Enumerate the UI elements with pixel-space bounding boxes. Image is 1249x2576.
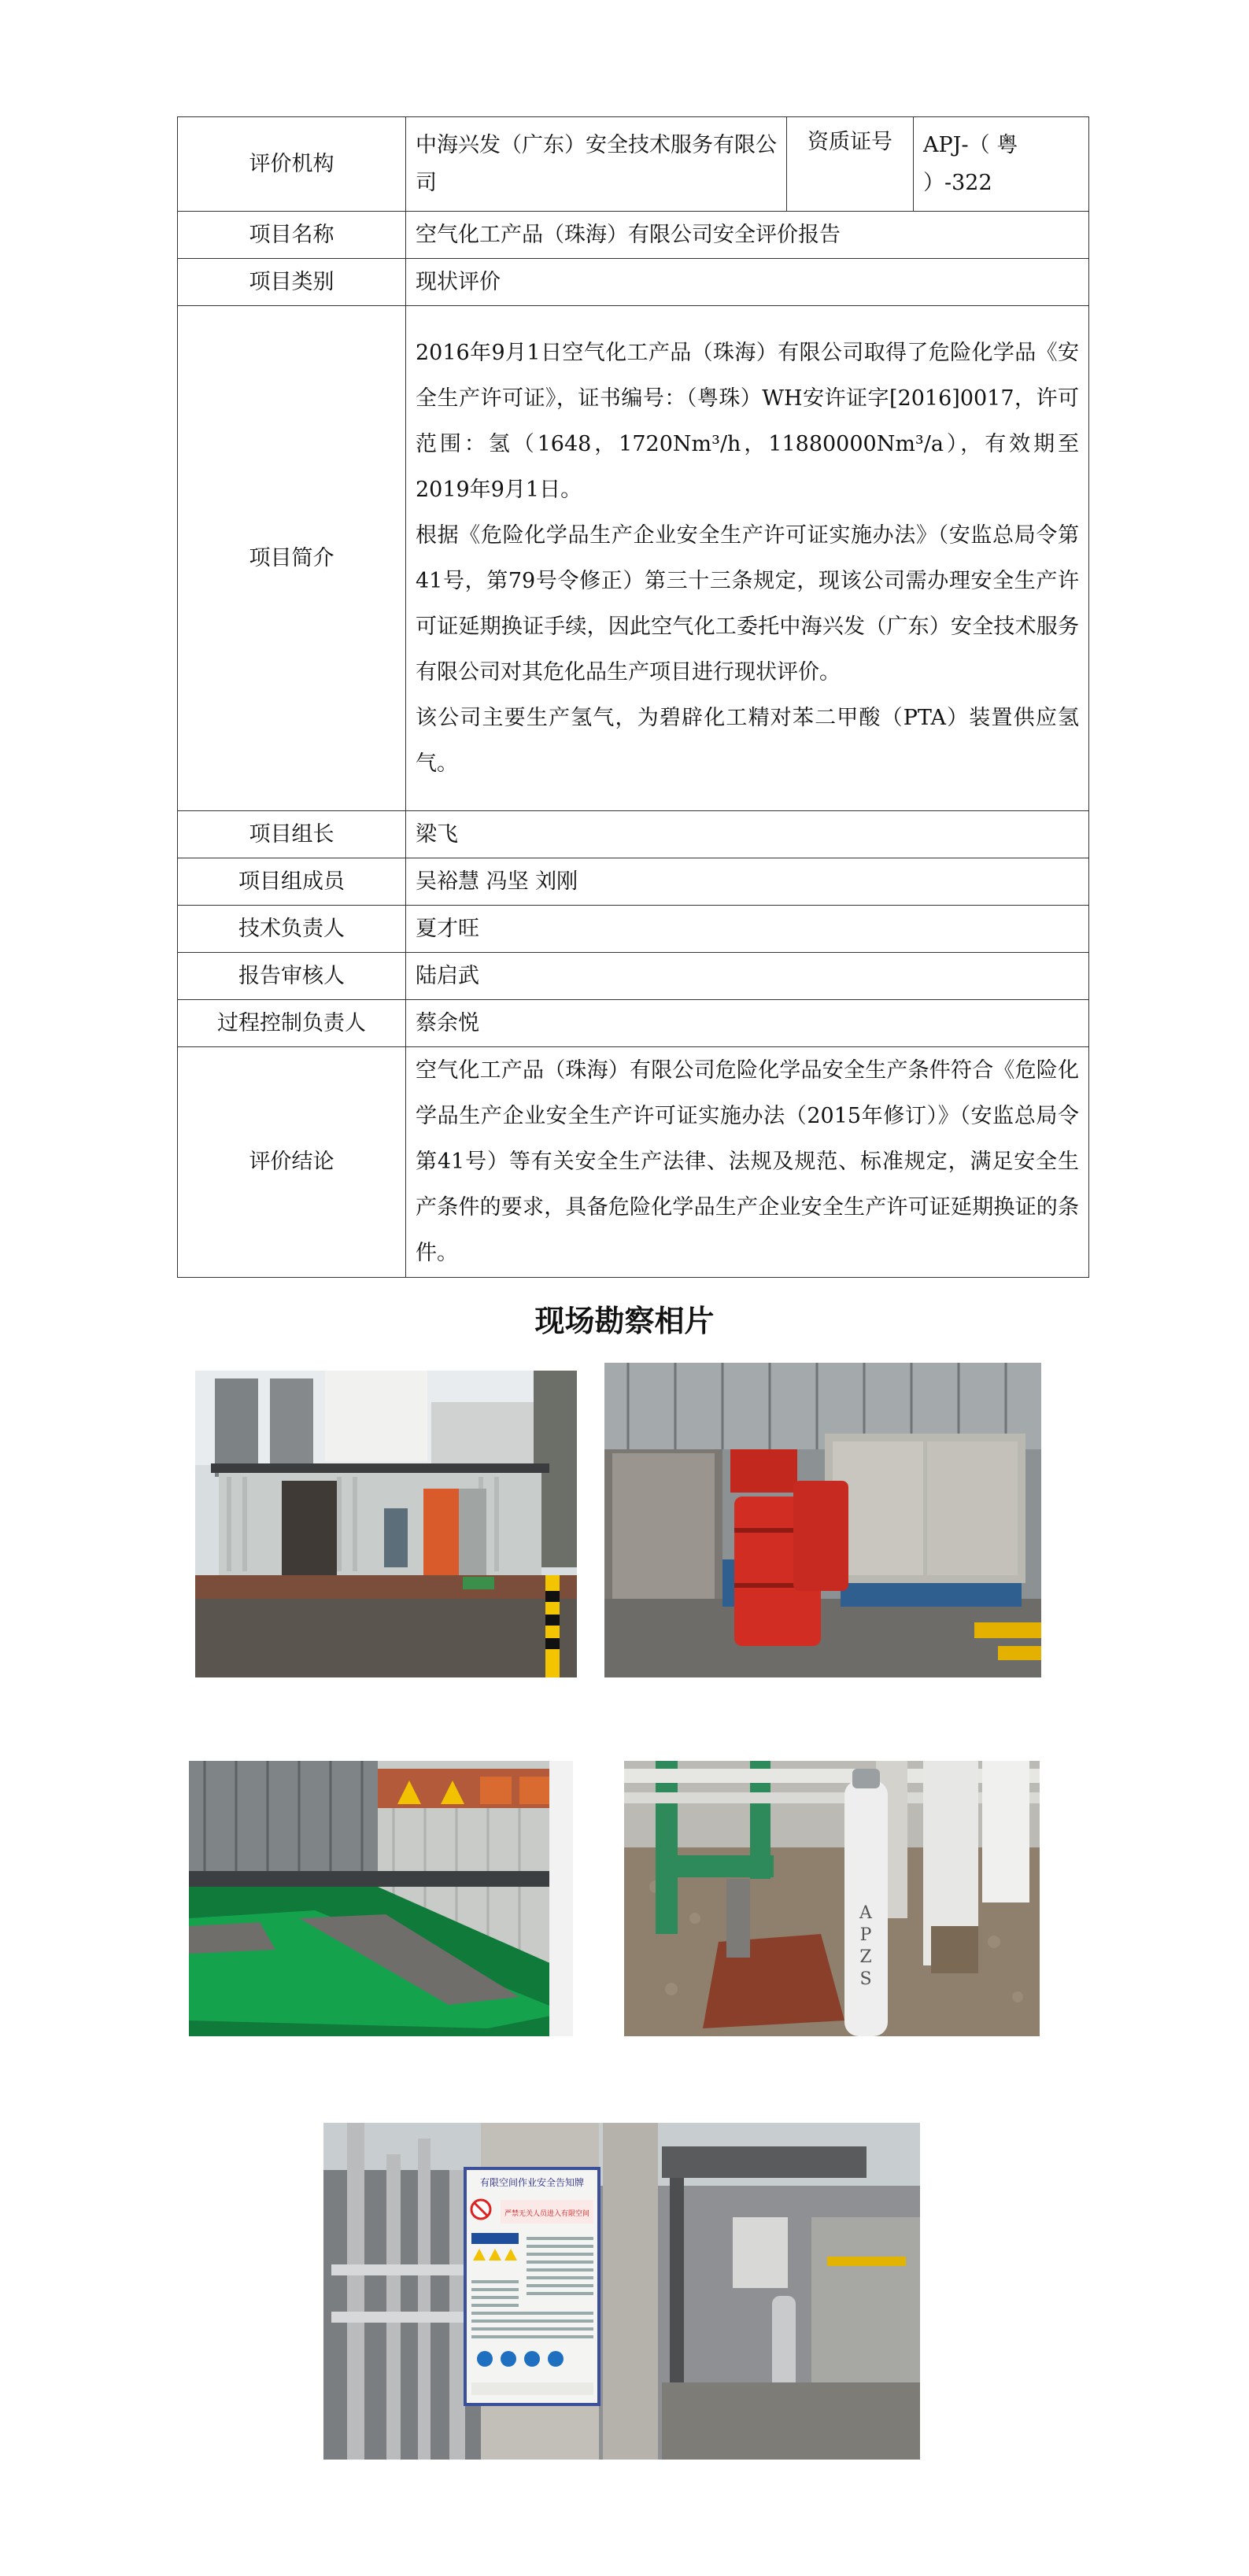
- cylinder-label-3: Z: [859, 1947, 872, 1967]
- site-photo-building: [195, 1371, 577, 1677]
- cert-label: 资质证号: [787, 117, 914, 212]
- site-photo-drums: [604, 1363, 1041, 1677]
- org-value: 中海兴发（广东）安全技术服务有限公司: [406, 117, 787, 212]
- reviewer-label: 报告审核人: [178, 953, 406, 1000]
- cert-value: APJ-（ 粤 ）-322: [914, 117, 1089, 212]
- org-label: 评价机构: [178, 117, 406, 212]
- project-type-label: 项目类别: [178, 259, 406, 306]
- cylinder-label-2: P: [859, 1925, 872, 1945]
- project-name-value: 空气化工产品（珠海）有限公司安全评价报告: [406, 212, 1089, 259]
- photos-title: 现场勘察相片: [534, 1304, 715, 1338]
- project-info-table: [177, 116, 1089, 1278]
- site-photo-confined-space: [323, 2123, 920, 2460]
- process-control-label: 过程控制负责人: [178, 1000, 406, 1047]
- intro-paragraph-2: 根据《危险化学品生产企业安全生产许可证实施办法》（安监总局令第41号，第79号令修正）第三十三条规定，现该公司需办理安全生产许可证延期换证手续，因此空气化工委托中海兴发（广东）安全技术服务有限公司对其危化品生产项目进行现状评价。: [416, 522, 1079, 685]
- tech-lead-label: 技术负责人: [178, 906, 406, 953]
- intro-label: 项目简介: [178, 306, 406, 811]
- site-photo-cylinder: [624, 1761, 1040, 2036]
- members-value: 吴裕慧 冯坚 刘刚: [406, 858, 1089, 906]
- conclusion-label: 评价结论: [178, 1047, 406, 1278]
- cylinder-label-1: A: [859, 1903, 872, 1923]
- members-label: 项目组成员: [178, 858, 406, 906]
- project-name-label: 项目名称: [178, 212, 406, 259]
- project-type-value: 现状评价: [406, 259, 1089, 306]
- process-control-value: 蔡余悦: [406, 1000, 1089, 1047]
- sign-warning: 严禁无关人员进入有限空间: [504, 2210, 590, 2218]
- reviewer-value: 陆启武: [406, 953, 1089, 1000]
- tech-lead-value: 夏才旺: [406, 906, 1089, 953]
- intro-paragraph-1: 2016年9月1日空气化工产品（珠海）有限公司取得了危险化学品《安全生产许可证》，证书编号：（粤珠）WH安许证字[2016]0017，许可范围：氢（1648，1720Nm³/h，11880000Nm³/a），有效期至2019年9月1日。: [416, 340, 1079, 502]
- site-photo-enclosure: [189, 1761, 573, 2036]
- conclusion-value: 空气化工产品（珠海）有限公司危险化学品安全生产条件符合《危险化学品生产企业安全生产许可证实施办法（2015年修订）》（安监总局令第41号）等有关安全生产法律、法规及规范、标准规定，满足安全生产条件的要求，具备危险化学品生产企业安全生产许可证延期换证的条件。: [406, 1047, 1089, 1278]
- cylinder-label-4: S: [859, 1969, 872, 1989]
- leader-label: 项目组长: [178, 811, 406, 858]
- intro-paragraph-3: 该公司主要生产氢气，为碧辟化工精对苯二甲酸（PTA）装置供应氢气。: [416, 705, 1079, 776]
- intro-value: [406, 306, 1089, 811]
- leader-value: 梁飞: [406, 811, 1089, 858]
- sign-title: 有限空间作业安全告知牌: [479, 2177, 585, 2188]
